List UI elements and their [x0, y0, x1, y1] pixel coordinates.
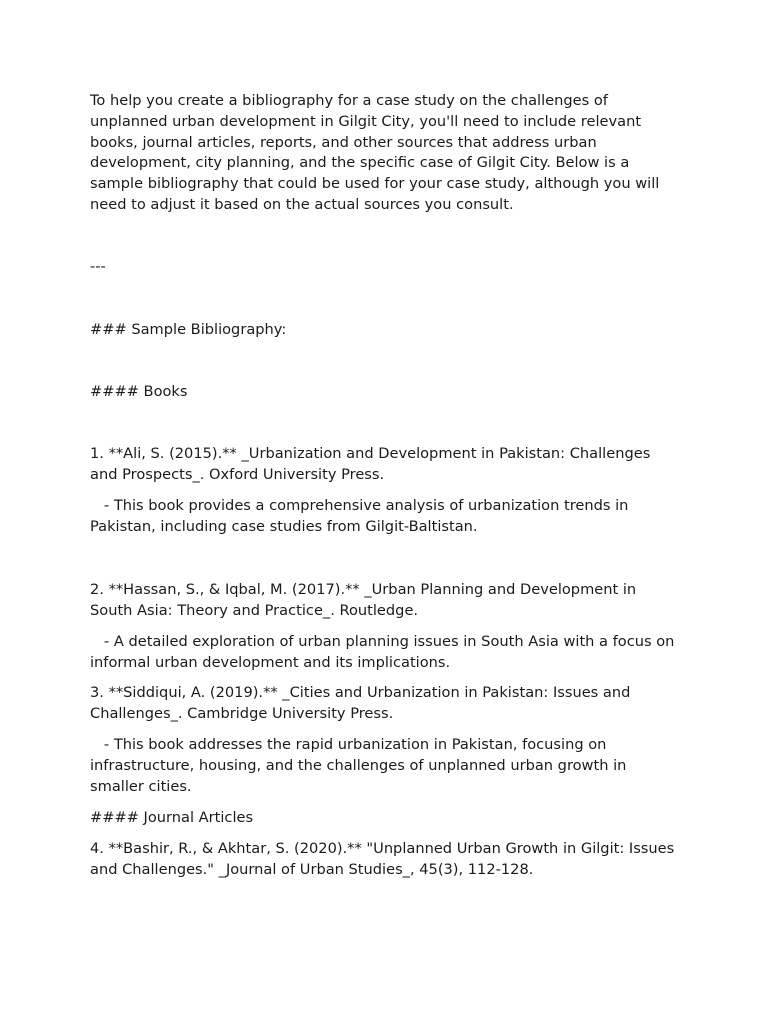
book-citation-3: 3. **Siddiqui, A. (2019).** _Cities and Urbanization in Pakistan: Issues and Challenges_. Cambridge University Press. [90, 684, 631, 722]
books-heading: #### Books [90, 383, 188, 400]
book-citation-2: 2. **Hassan, S., & Iqbal, M. (2017).** _Urban Planning and Development in South Asia: Theory and Practice_. Routledge. [90, 581, 637, 619]
book-note-2: - A detailed exploration of urban planning issues in South Asia with a focus on informal urban development and its implications. [90, 633, 680, 671]
bibliography-heading: ### Sample Bibliography: [90, 321, 287, 338]
journal-citation-4: 4. **Bashir, R., & Akhtar, S. (2020).** "Unplanned Urban Growth in Gilgit: Issues and Challenges." _Journal of Urban Studies_, 45(3), 112-128. [90, 840, 675, 878]
book-citation-1: 1. **Ali, S. (2015).** _Urbanization and Development in Pakistan: Challenges and Prospects_. Oxford University Press. [90, 445, 651, 483]
book-note-1: - This book provides a comprehensive analysis of urbanization trends in Pakistan, including case studies from Gilgit-Baltistan. [90, 497, 634, 535]
separator-line: --- [90, 258, 106, 275]
intro-paragraph: To help you create a bibliography for a case study on the challenges of unplanned urban development in Gilgit City, you'll need to include relevant books, journal articles, reports, and other sources that address urban development, city planning, and the specific case of Gilgit City. Below is a sample bibliography that could be used for your case study, although you will need to adjust it based on the actual sources you consult. [90, 92, 660, 213]
book-note-3: - This book addresses the rapid urbanization in Pakistan, focusing on infrastructure, housing, and the challenges of unplanned urban growth in smaller cities. [90, 736, 632, 795]
journals-heading: #### Journal Articles [90, 809, 254, 826]
